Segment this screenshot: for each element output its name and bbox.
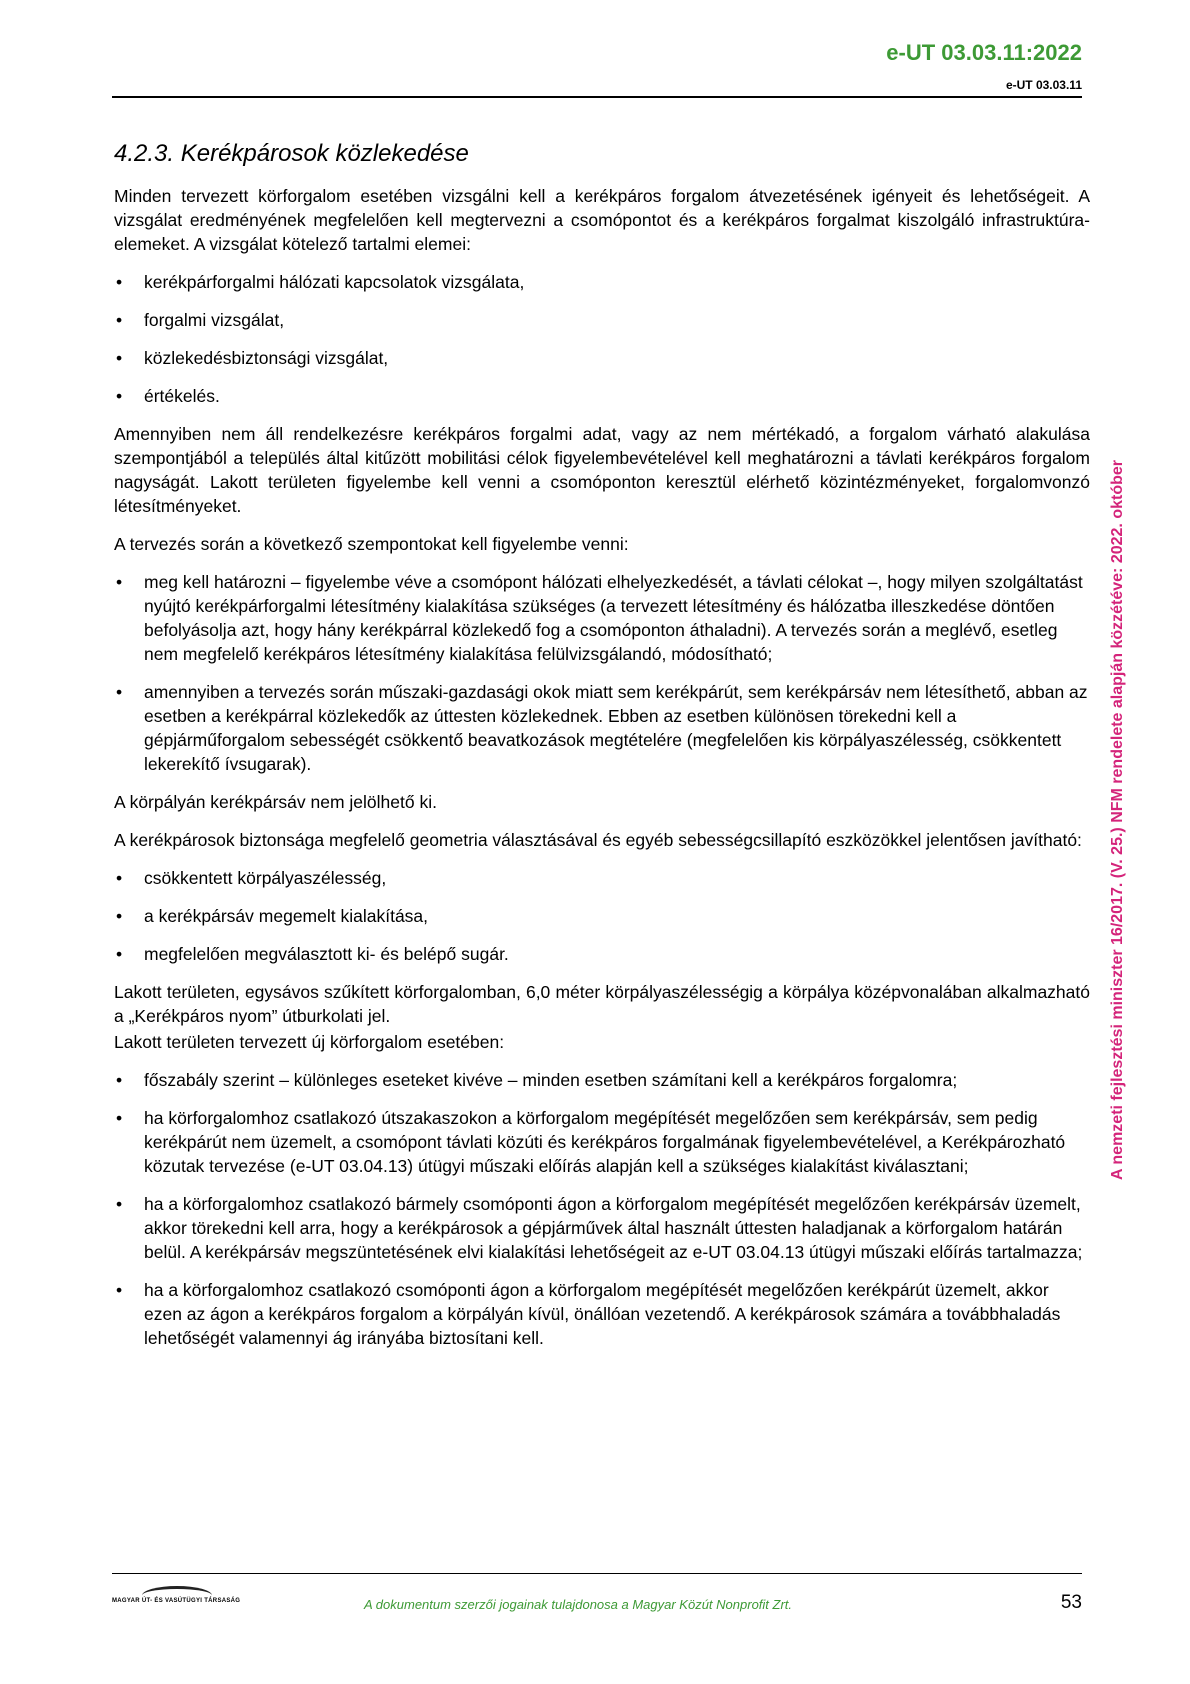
list-safety-measures <box>114 866 1090 966</box>
list-exam-elements <box>114 270 1090 408</box>
list-design-aspects <box>114 570 1090 776</box>
list-item: • ha a körforgalomhoz csatlakozó csomóponti ágon a körforgalom megépítését megelőzően kerékpárút üzemelt, akkor ezen az ágon a kerékpáros forgalom a körpályán kívül, önállóan vezetendő. A kerékpárosok számára a továbbhaladás lehetőségét valamennyi ág irányába biztosítani kell. <box>114 1278 1090 1350</box>
list-item: • ha a körforgalomhoz csatlakozó bármely csomóponti ágon a körforgalom megépítését megelőzően kerékpársáv üzemelt, akkor törekedni kell arra, hogy a kerékpárosok a gépjárművek által használt úttesten haladjanak a körforgalom határán belül. A kerékpársáv megszüntetésének elvi kialakítási lehetőségeit az e-UT 03.04.13 útügyi műszaki előírás tartalmazza; <box>114 1192 1090 1264</box>
list-item: • amennyiben a tervezés során műszaki-gazdasági okok miatt sem kerékpárút, sem kerékpársáv nem létesíthető, abban az esetben a kerékpárral közlekedők az úttesten közlekednek. Ebben az esetben különösen törekedni kell a gépjárműforgalom sebességét csökkentő beavatkozások megtételére (megfelelően kis körpályaszélesség, csökkentett lekerekítő ívsugarak). <box>114 680 1090 776</box>
paragraph-no-lane: A körpályán kerékpársáv nem jelölhető ki. <box>114 792 437 812</box>
logo-text: MAGYAR ÚT- ÉS VASÚTÜGYI TÁRSASÁG <box>112 1598 241 1604</box>
page-number: 53 <box>1060 1592 1082 1613</box>
list-item: • meg kell határozni – figyelembe véve a csomópont hálózati elhelyezkedését, a távlati célokat –, hogy milyen szolgáltatást nyújtó kerékpárforgalmi létesítmény kialakítása szükséges (a tervezett létesítmény és hálózatba illeszkedése döntően befolyásolja azt, hogy hány kerékpárral közlekedő fog a csomóponton áthaladni). A tervezés során a meglévő, esetleg nem megfelelő kerékpáros létesítmény kialakítása felülvizsgálandó, módosítható; <box>114 570 1090 666</box>
paragraph-traffic-data: Amennyiben nem áll rendelkezésre kerékpáros forgalmi adat, vagy az nem mértékadó, a forgalom várható alakulása szempontjából a település által kitűzött mobilitási célok figyelembevételével kell meghatározni a távlati kerékpáros forgalom nagyságát. Lakott területen figyelembe kell venni a csomóponton keresztül elérhető közintézményeket, forgalomvonzó létesítményeket. <box>114 424 1090 516</box>
footer-copyright: A dokumentum szerzői jogainak tulajdonosa a Magyar Közút Nonprofit Zrt. <box>364 1597 793 1612</box>
paragraph-marking: Lakott területen, egysávos szűkített körforgalomban, 6,0 méter körpályaszélességig a körpálya középvonalában alkalmazható a „Kerékpáros nyom” útburkolati jel. <box>114 982 1090 1026</box>
list-item: • megfelelően megválasztott ki- és belépő sugár. <box>114 942 1090 966</box>
side-note-text: A nemzeti fejlesztési miniszter 16/2017. (V. 25.) NFM rendelete alapján közzétéve: 2022. október <box>1109 460 1126 1180</box>
list-item: • forgalmi vizsgálat, <box>114 308 1090 332</box>
paragraph-intro: Minden tervezett körforgalom esetében vizsgálni kell a kerékpáros forgalom átvezetésének igényeit és lehetőségeit. A vizsgálat eredményének megfelelően kell megtervezni a csomópontot és a kerékpáros forgalmat kiszolgáló infrastruktúra-elemeket. A vizsgálat kötelező tartalmi elemei: <box>114 186 1090 254</box>
list-item: • a kerékpársáv megemelt kialakítása, <box>114 904 1090 928</box>
list-item: • főszabály szerint – különleges eseteket kivéve – minden esetben számítani kell a kerékpáros forgalomra; <box>114 1068 1090 1092</box>
section-title: 4.2.3. Kerékpárosok közlekedése <box>114 140 469 167</box>
footer-rule <box>112 1573 1082 1574</box>
header-title: e-UT 03.03.11:2022 <box>886 40 1082 65</box>
list-new-roundabout-rules <box>114 1068 1090 1350</box>
header-subtitle: e-UT 03.03.11 <box>1005 78 1082 92</box>
list-item: • értékelés. <box>114 384 1090 408</box>
paragraph-design-aspects: A tervezés során a következő szempontokat kell figyelembe venni: <box>114 534 629 554</box>
list-item: • csökkentett körpályaszélesség, <box>114 866 1090 890</box>
list-item: • kerékpárforgalmi hálózati kapcsolatok vizsgálata, <box>114 270 1090 294</box>
list-item: • ha körforgalomhoz csatlakozó útszakaszokon a körforgalom megépítését megelőzően sem kerékpársáv, sem pedig kerékpárút nem üzemelt, a csomópont távlati közúti és kerékpáros forgalmának figyelembevételével, a Kerékpározható közutak tervezése (e-UT 03.04.13) útügyi műszaki előírás alapján kell a szükséges kialakítást kiválasztani; <box>114 1106 1090 1178</box>
page-content <box>114 140 1090 1364</box>
footer-logo <box>112 1594 272 1608</box>
list-item: • közlekedésbiztonsági vizsgálat, <box>114 346 1090 370</box>
header-rule <box>112 96 1082 98</box>
paragraph-safety: A kerékpárosok biztonsága megfelelő geometria választásával és egyéb sebességcsillapító eszközökkel jelentősen javítható: <box>114 830 1082 850</box>
paragraph-new-roundabout: Lakott területen tervezett új körforgalom esetében: <box>114 1032 505 1052</box>
